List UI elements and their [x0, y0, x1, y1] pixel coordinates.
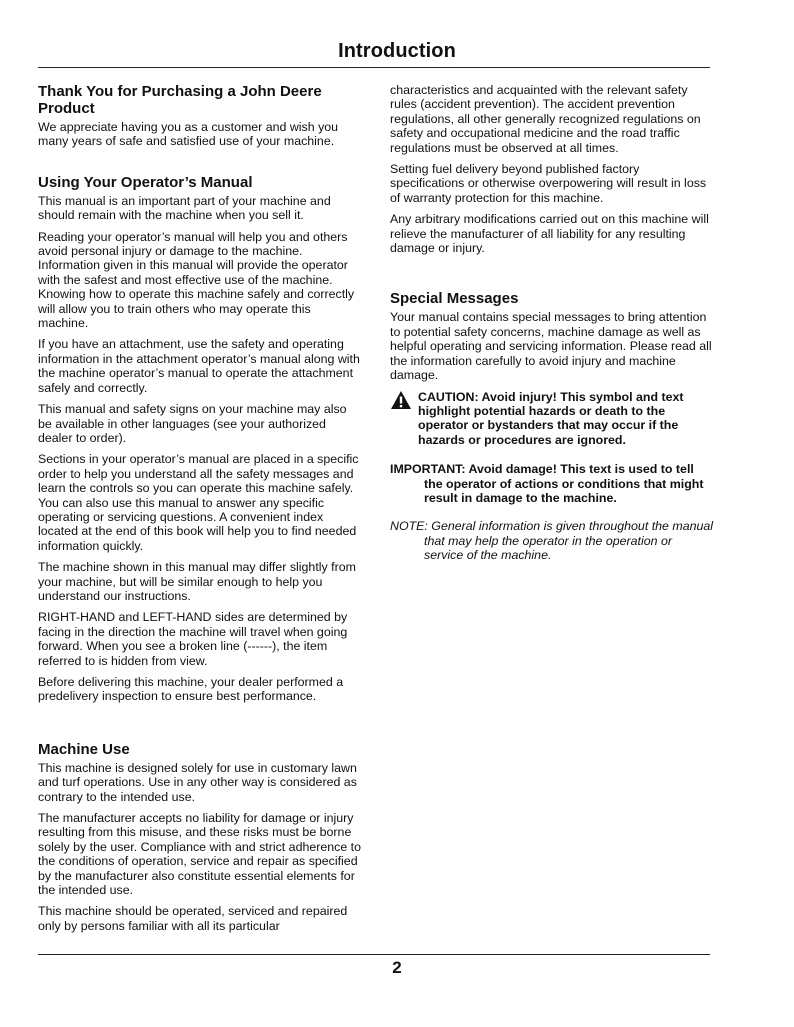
- paragraph: characteristics and acquainted with the relevant safety rules (accident prevention). The accident prevention regulations, all other generally recognized regulations on safety and occupational medicine and the road traffic regulations must be observed at all times.: [390, 83, 701, 155]
- warning-triangle-icon: [390, 390, 412, 410]
- section-special-messages: [390, 290, 714, 562]
- note-text: NOTE: General information is given throughout the manual that may help the operator in the operation or service of the machine.: [390, 519, 714, 563]
- page-number: 2: [392, 958, 402, 977]
- right-column: [390, 83, 714, 563]
- note-message: [390, 519, 714, 562]
- section-heading: Special Messages: [390, 290, 519, 308]
- section-thank-you: [38, 83, 362, 149]
- paragraph: This machine should be operated, serviced and repaired only by persons familiar with all its particular: [38, 904, 348, 933]
- section-machine-use: [38, 741, 362, 933]
- paragraph: Your manual contains special messages to bring attention to potential safety concerns, machine damage as well as helpful operating and servicing information. Please read all the information carefully to avoid injury and machine damage.: [390, 310, 712, 383]
- page-title: Introduction: [338, 40, 456, 62]
- paragraph: Reading your operator’s manual will help you and others avoid personal injury or damage to the machine. Information given in this manual will provide the operator with the safest and most effective use of the machine. Knowing how to operate this machine safely and correctly will allow you to train others who may operate this machine.: [38, 229, 355, 331]
- caution-text: CAUTION: Avoid injury! This symbol and text highlight potential hazards or death to the operator or bystanders that may occur if the hazards or procedures are ignored.: [418, 389, 684, 447]
- paragraph: This manual and safety signs on your machine may also be available in other languages (see your authorized dealer to order).: [38, 402, 347, 445]
- caution-message: [390, 390, 714, 448]
- important-message: [390, 462, 714, 505]
- section-machine-use-continued: [390, 83, 714, 255]
- paragraph: We appreciate having you as a customer and wish you many years of safe and satisfied use of your machine.: [38, 120, 339, 149]
- section-operators-manual: [38, 174, 362, 704]
- paragraph: The machine shown in this manual may differ slightly from your machine, but will be similar enough to help you understand our instructions.: [38, 560, 356, 603]
- paragraph: Any arbitrary modifications carried out on this machine will relieve the manufacturer of all liability for any resulting damage or injury.: [390, 212, 709, 256]
- left-column: [38, 83, 362, 940]
- paragraph: If you have an attachment, use the safety and operating information in the attachment operator’s manual along with the machine operator’s manual to operate the attachment safely and correctly.: [38, 337, 360, 395]
- section-heading: Using Your Operator’s Manual: [38, 173, 253, 191]
- paragraph: Sections in your operator’s manual are placed in a specific order to help you understand all the safety messages and learn the controls so you can operate this machine safely. You can also use this manual to answer any specific operating or servicing questions. A convenient index located at the end of this book will help you to find needed information quickly.: [38, 452, 359, 553]
- paragraph: RIGHT-HAND and LEFT-HAND sides are determined by facing in the direction the machine will travel when going forward. When you see a broken line (------), the item referred to is hidden from view.: [38, 610, 348, 668]
- paragraph: The manufacturer accepts no liability for damage or injury resulting from this misuse, and these risks must be borne solely by the user. Compliance with and strict adherence to the conditions of operation, service and repair as specified by the manufacturer also constitute essential elements for the intended use.: [38, 811, 362, 898]
- paragraph: Setting fuel delivery beyond published factory specifications or otherwise overpowering will result in loss of warranty protection for this machine.: [390, 162, 707, 205]
- section-heading: Machine Use: [38, 740, 130, 758]
- header-rule: [38, 67, 710, 68]
- section-heading: Thank You for Purchasing a John Deere Product: [38, 83, 322, 117]
- paragraph: This manual is an important part of your machine and should remain with the machine when you sell it.: [38, 193, 331, 223]
- paragraph: This machine is designed solely for use in customary lawn and turf operations. Use in any other way is considered as contrary to the intended use.: [38, 760, 357, 804]
- paragraph: Before delivering this machine, your dealer performed a predelivery inspection to ensure best performance.: [38, 675, 344, 704]
- footer-rule: [38, 954, 710, 955]
- important-text: IMPORTANT: Avoid damage! This text is used to tell the operator of actions or conditions that might result in damage to the machine.: [390, 462, 704, 505]
